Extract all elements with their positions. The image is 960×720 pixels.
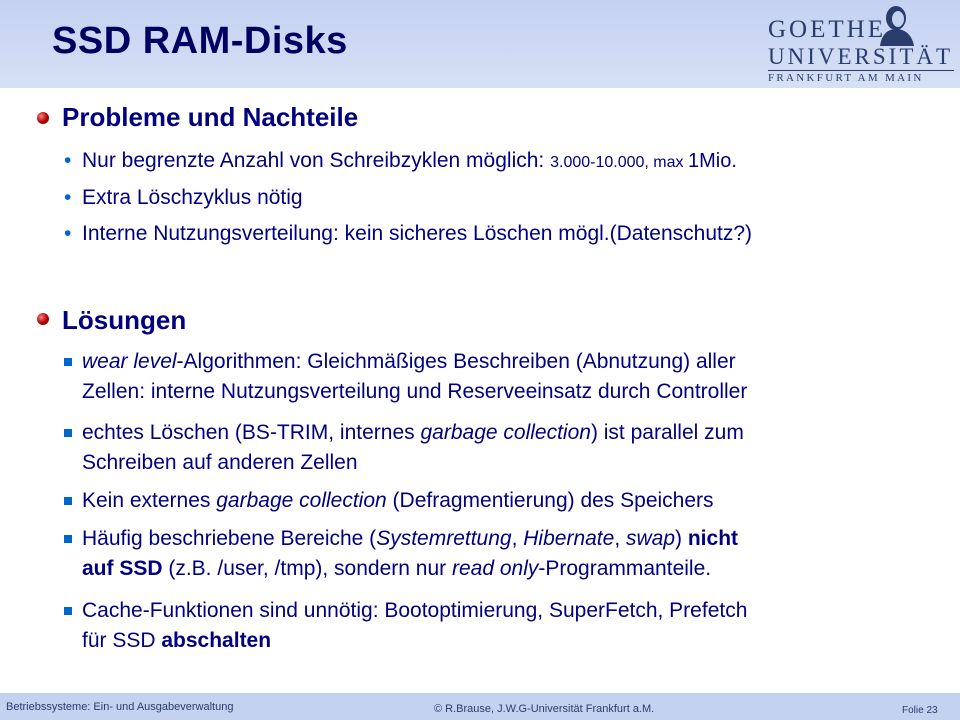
square-bullet-icon	[64, 429, 72, 437]
item-em: swap	[626, 527, 676, 550]
section-bullet-icon	[36, 111, 50, 125]
item-text-line2: Zellen: interne Nutzungsverteilung und Reserveeinsatz durch Controller	[82, 380, 748, 403]
item-text: (z.B. /user, /tmp), sondern nur	[162, 557, 452, 580]
item-em: wear level	[82, 350, 177, 373]
dot-bullet-icon: •	[64, 149, 72, 172]
logo-text-goethe: GOETHE	[768, 16, 886, 43]
section-heading-problems: Probleme und Nachteile	[62, 102, 359, 132]
item-sep: ,	[644, 154, 654, 171]
list-item	[64, 219, 952, 249]
section-heading-solutions: Lösungen	[62, 305, 187, 335]
item-max-value: 1Mio.	[687, 150, 737, 172]
item-text: echtes Löschen (BS-TRIM, internes	[82, 421, 421, 444]
item-max-label: max	[653, 154, 688, 171]
footer-copyright: © R.Brause, J.W.G-Universität Frankfurt a.M.	[434, 703, 655, 715]
item-em: garbage collection	[420, 421, 591, 444]
list-item	[82, 524, 952, 584]
item-em: garbage collection	[216, 489, 387, 512]
logo-divider	[768, 70, 954, 71]
dot-bullet-icon: •	[64, 222, 72, 245]
square-bullet-icon	[64, 535, 72, 543]
item-text: Interne Nutzungsverteilung: kein sicheres Löschen mögl.(Datenschutz?)	[82, 222, 753, 245]
item-bold: auf SSD	[82, 557, 163, 580]
item-text: Kein externes	[82, 489, 217, 512]
list-item	[82, 596, 952, 656]
footer-slide-number: Folie 23	[902, 705, 938, 716]
list-item	[82, 486, 952, 516]
logo-text-frankfurt: FRANKFURT AM MAIN	[768, 72, 924, 84]
item-text: (Defragmentierung) des Speichers	[386, 489, 714, 512]
item-bold: abschalten	[161, 629, 272, 652]
item-range: 3.000-10.000	[550, 154, 645, 171]
list-item	[82, 418, 952, 478]
item-text: ) ist parallel zum	[590, 421, 744, 444]
university-logo	[760, 2, 956, 86]
item-em: Systemrettung	[376, 527, 512, 550]
section-bullet-icon	[36, 312, 50, 326]
item-em: read only	[451, 557, 539, 580]
item-text-line2: Schreiben auf anderen Zellen	[82, 451, 358, 474]
item-text: )	[675, 527, 688, 550]
logo-text-universitaet: UNIVERSITÄT	[768, 44, 954, 69]
item-text: -Algorithmen: Gleichmäßiges Beschreiben (Abnutzung) aller	[176, 350, 736, 373]
item-text: ,	[511, 527, 524, 550]
footer-course: Betriebssysteme: Ein- und Ausgabeverwaltung	[6, 701, 234, 713]
slide-title: SSD RAM-Disks	[52, 20, 348, 62]
slide-footer	[0, 693, 960, 720]
item-text: ,	[614, 527, 626, 550]
list-item	[82, 347, 952, 407]
item-text: Extra Löschzyklus nötig	[82, 186, 303, 209]
slide-header	[0, 0, 960, 88]
item-text: Cache-Funktionen sind unnötig: Bootoptimierung, SuperFetch, Prefetch	[82, 599, 748, 622]
item-text-line2: für SSD	[82, 629, 162, 652]
item-bold: nicht	[687, 527, 739, 550]
item-text: -Programmanteile.	[538, 557, 712, 580]
dot-bullet-icon: •	[64, 186, 72, 209]
item-text: Nur begrenzte Anzahl von Schreibzyklen möglich:	[82, 149, 551, 172]
square-bullet-icon	[64, 607, 72, 615]
square-bullet-icon	[64, 497, 72, 505]
square-bullet-icon	[64, 358, 72, 366]
list-item	[64, 146, 952, 178]
item-text: Häufig beschriebene Bereiche (	[82, 527, 377, 550]
list-item	[64, 183, 952, 213]
item-em: Hibernate	[523, 527, 615, 550]
